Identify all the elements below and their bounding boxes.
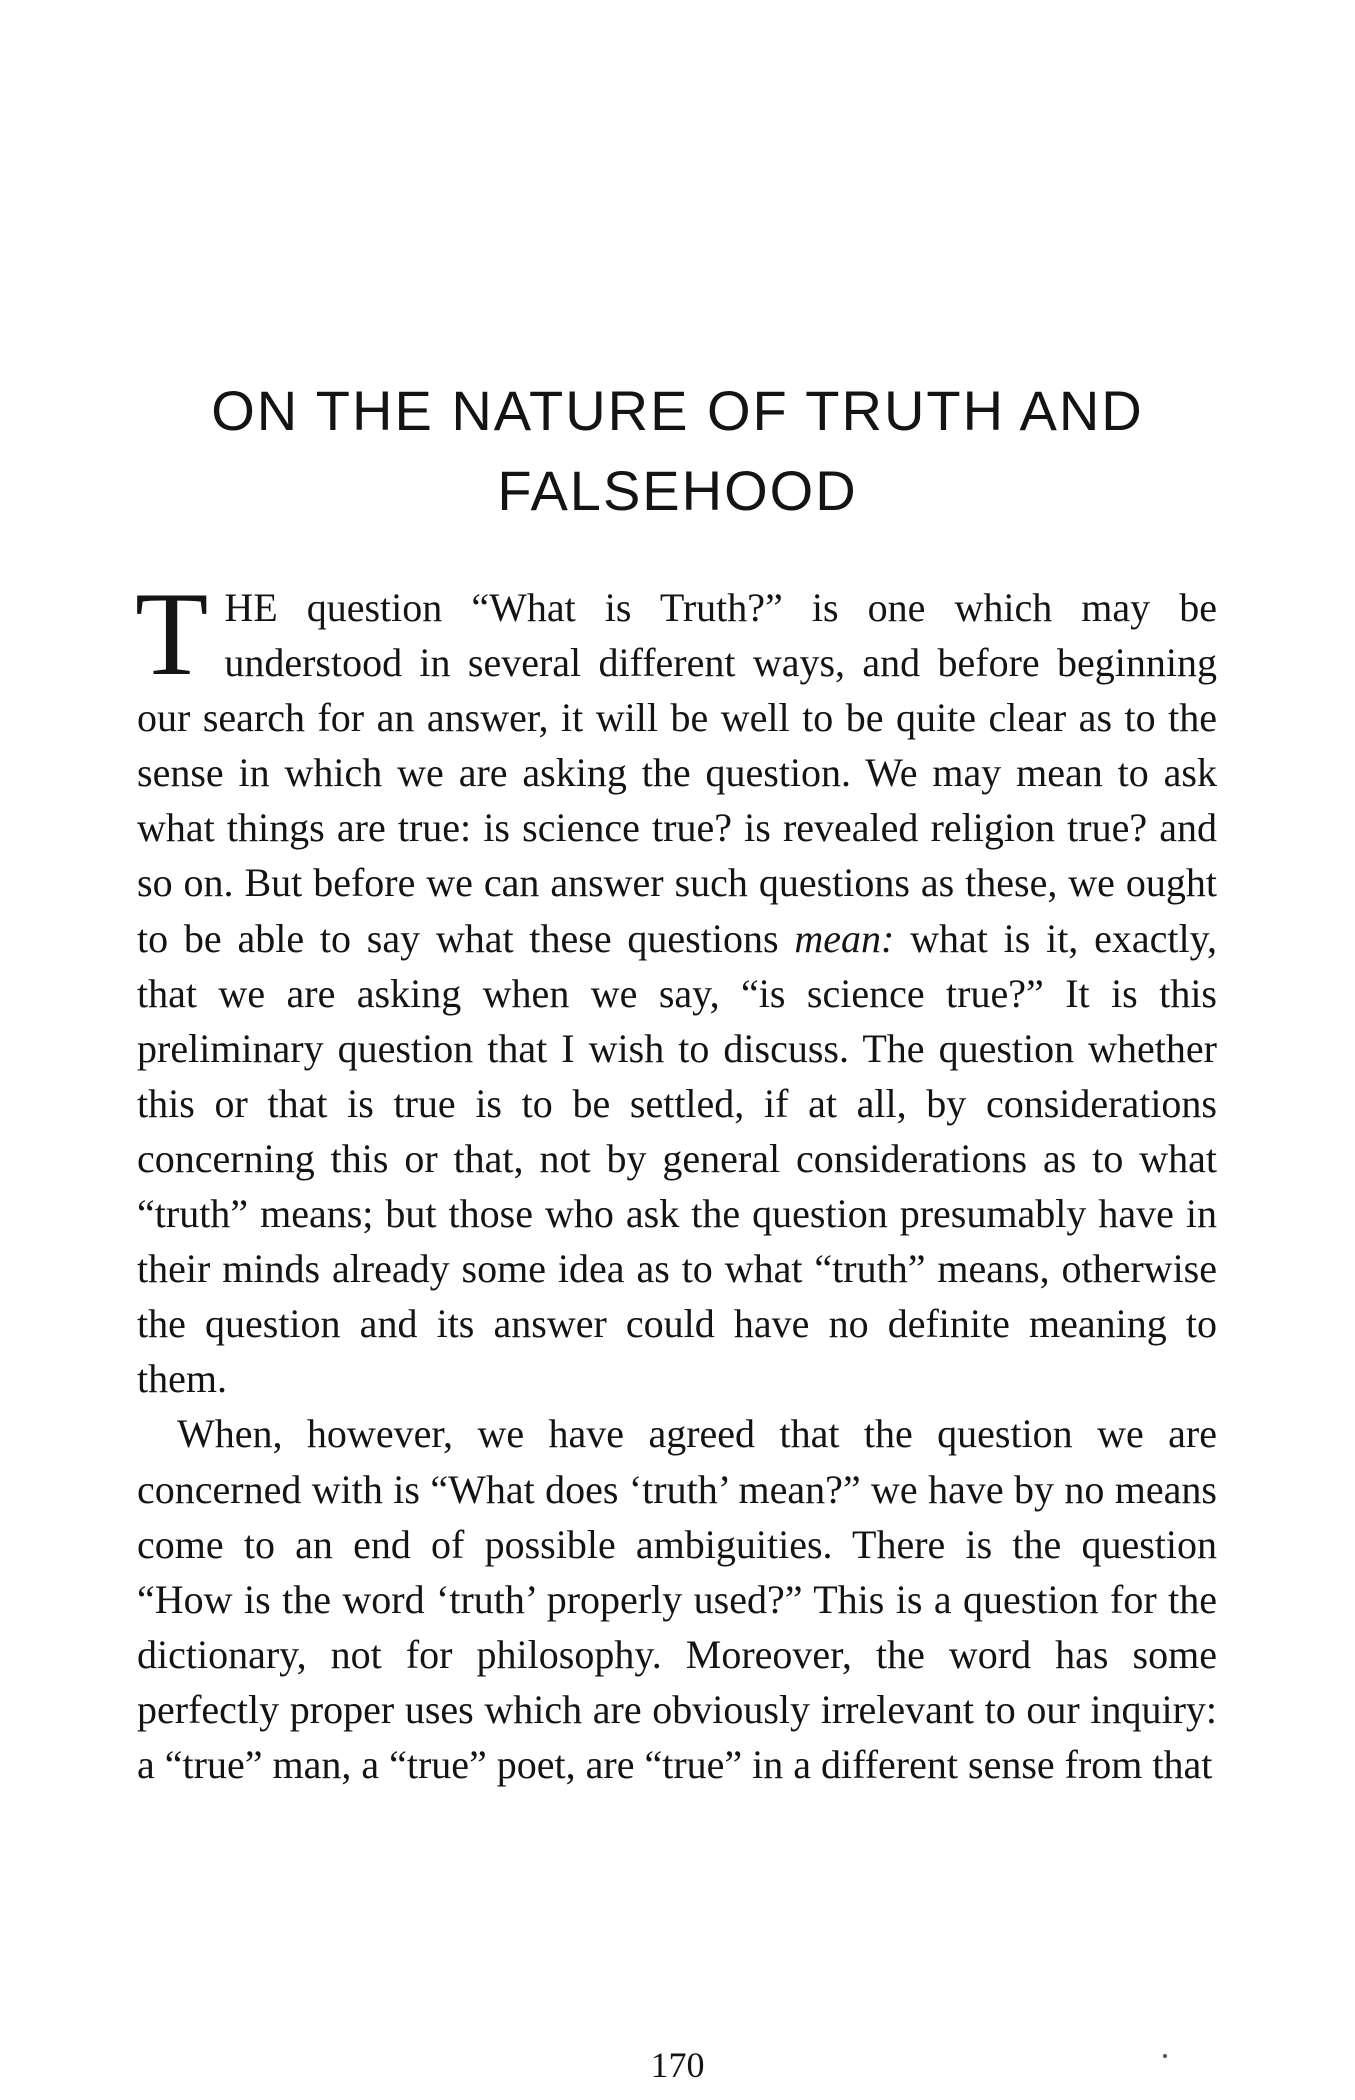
paragraph-1-text-continued: what is it, exactly, that we are asking when we say, “is science true?” It is this preliminary question that I wish to discuss. The question whether this or that is true is to be settled, if at all, by considerations concerning this or that, not by general considerations as to what “truth” means; but those who ask the question presumably have in their minds already some idea as to what “truth” means, otherwise the question and its answer could have no definite meaning to them. [137, 915, 1217, 1402]
paragraph-1 [135, 567, 1217, 1406]
print-speck [1163, 2054, 1167, 2058]
body-text [135, 567, 1217, 1792]
drop-cap: T [135, 567, 209, 700]
paragraph-2: When, however, we have agreed that the question we are concerned with is “What does ‘truth’ mean?” we have by no means come to an end of possible ambiguities. There is the question “How is the word ‘truth’ properly used?” This is a question for the dictionary, not for philosophy. Moreover, the word has some perfectly proper uses which are obviously irrelevant to our inquiry: a “true” man, a “true” poet, are “true” in a different sense from that [137, 1411, 1217, 1787]
page-number: 170 [650, 2045, 705, 2085]
chapter-title-line-2: FALSEHOOD [497, 459, 858, 522]
emphasis-mean: mean: [794, 915, 895, 961]
paragraph-1-text: HE question “What is Truth?” is one which may be understood in several different ways, and before beginning our search for an answer, it will be well to be quite clear as to the sense in which we are asking the question. We may mean to ask what things are true: is science true? is revealed religion true? and so on. But before we can answer such questions as these, we ought to be able to say what these questions [137, 585, 1217, 961]
chapter-title-line-1: ON THE NATURE OF TRUTH AND [211, 379, 1144, 442]
